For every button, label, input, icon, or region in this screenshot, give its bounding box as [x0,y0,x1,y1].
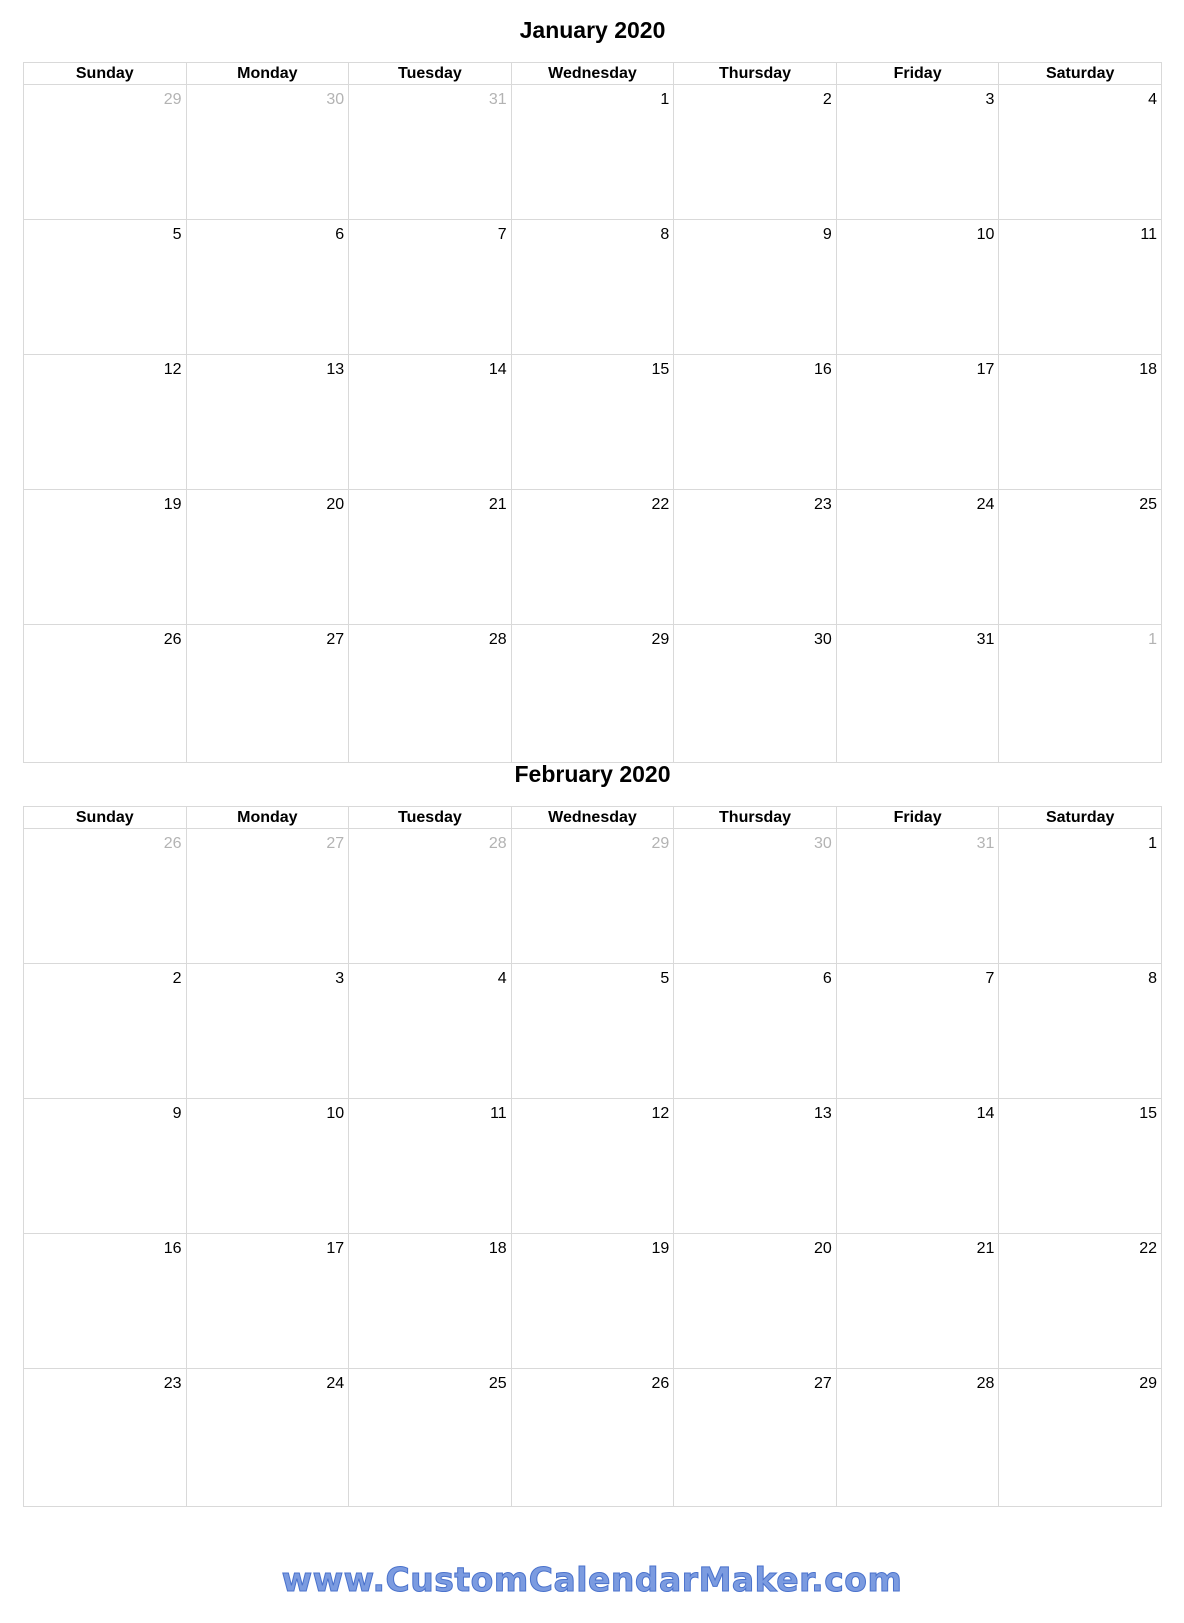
day-number: 27 [326,631,345,648]
day-number: 3 [335,970,345,987]
day-cell[interactable] [186,85,349,220]
day-number: 22 [651,496,670,513]
day-cell[interactable] [674,1234,837,1369]
week-rows [24,829,1162,1507]
day-number: 9 [172,1105,182,1122]
day-cell[interactable] [511,490,674,625]
day-cell[interactable] [24,490,187,625]
day-cell[interactable] [511,829,674,964]
day-cell[interactable] [999,355,1162,490]
week-row [24,490,1162,625]
day-number: 23 [163,1375,182,1392]
day-cell[interactable] [999,1234,1162,1369]
weekday-monday: Monday [186,63,349,85]
weekday-thursday: Thursday [674,807,837,829]
day-cell[interactable] [511,964,674,1099]
weekday-friday: Friday [836,807,999,829]
other-month-day-number: 29 [163,91,182,108]
day-cell[interactable] [836,220,999,355]
day-cell[interactable] [349,1234,512,1369]
day-cell[interactable] [999,829,1162,964]
day-number: 19 [163,496,182,513]
day-number: 16 [163,1240,182,1257]
day-cell[interactable] [24,1369,187,1507]
day-number: 20 [814,1240,832,1257]
day-number: 10 [976,226,995,243]
day-cell[interactable] [674,625,837,763]
other-month-day-number: 27 [326,835,345,852]
day-cell[interactable] [24,625,187,763]
calendar-grid [23,62,1162,763]
week-rows [24,85,1162,763]
day-number: 30 [814,631,832,648]
day-number: 1 [660,91,670,108]
day-number: 25 [1139,496,1157,513]
day-cell[interactable] [186,1234,349,1369]
weekday-sunday: Sunday [24,807,187,829]
day-number: 26 [163,631,182,648]
day-cell[interactable] [999,220,1162,355]
day-cell[interactable] [836,85,999,220]
calendar-grid [23,806,1162,1507]
day-cell[interactable] [186,1369,349,1507]
other-month-day-number: 31 [488,91,507,108]
day-cell[interactable] [186,490,349,625]
day-number: 17 [976,361,995,378]
day-number: 27 [814,1375,832,1392]
day-number: 23 [814,496,832,513]
day-number: 22 [1139,1240,1157,1257]
week-row [24,625,1162,763]
week-row [24,1099,1162,1234]
day-cell[interactable] [186,355,349,490]
day-cell[interactable] [511,625,674,763]
day-number: 15 [651,361,670,378]
week-row [24,355,1162,490]
day-cell[interactable] [24,1234,187,1369]
day-number: 11 [490,1105,507,1122]
day-cell[interactable] [836,829,999,964]
day-number: 11 [1140,226,1157,243]
weekday-tuesday: Tuesday [349,63,512,85]
day-number: 24 [326,1375,345,1392]
day-cell[interactable] [999,490,1162,625]
other-month-day-number: 28 [488,835,507,852]
day-number: 12 [651,1105,670,1122]
day-number: 7 [985,970,995,987]
day-cell[interactable] [349,1099,512,1234]
month-title: January 2020 [519,17,666,43]
day-number: 2 [822,91,832,108]
other-month-day-number: 1 [1148,631,1157,648]
day-cell[interactable] [999,85,1162,220]
day-cell[interactable] [999,1369,1162,1507]
day-cell[interactable] [24,85,187,220]
day-cell[interactable] [836,1234,999,1369]
day-number: 1 [1148,835,1157,852]
week-row [24,220,1162,355]
day-number: 2 [172,970,182,987]
weekday-header-row [24,63,1162,85]
day-number: 28 [488,631,507,648]
logo-text: www.CustomCalendarMaker.com [281,1560,903,1599]
day-cell[interactable] [511,85,674,220]
day-cell[interactable] [349,85,512,220]
day-cell[interactable] [999,625,1162,763]
day-cell[interactable] [511,1099,674,1234]
day-cell[interactable] [349,625,512,763]
day-cell[interactable] [674,490,837,625]
day-cell[interactable] [349,490,512,625]
day-cell[interactable] [186,1099,349,1234]
day-number: 14 [976,1105,995,1122]
day-number: 21 [488,496,507,513]
day-cell[interactable] [674,1099,837,1234]
day-cell[interactable] [836,1099,999,1234]
day-cell[interactable] [24,829,187,964]
day-number: 14 [488,361,507,378]
weekday-friday: Friday [836,63,999,85]
day-number: 13 [326,361,345,378]
day-cell[interactable] [511,1369,674,1507]
day-number: 21 [976,1240,995,1257]
other-month-day-number: 30 [326,91,345,108]
week-row [24,829,1162,964]
day-number: 8 [660,226,670,243]
day-cell[interactable] [24,355,187,490]
day-cell[interactable] [836,1369,999,1507]
weekday-saturday: Saturday [999,63,1162,85]
day-cell[interactable] [349,964,512,1099]
day-number: 6 [335,226,345,243]
weekday-saturday: Saturday [999,807,1162,829]
day-number: 15 [1139,1105,1157,1122]
day-cell[interactable] [186,829,349,964]
other-month-day-number: 30 [814,835,832,852]
day-cell[interactable] [674,1369,837,1507]
day-cell[interactable] [999,964,1162,1099]
day-number: 13 [814,1105,832,1122]
day-cell[interactable] [674,85,837,220]
day-cell[interactable] [674,964,837,1099]
day-number: 9 [822,226,832,243]
weekday-sunday: Sunday [24,63,187,85]
week-row [24,1369,1162,1507]
day-cell[interactable] [24,220,187,355]
other-month-day-number: 29 [651,835,670,852]
day-cell[interactable] [349,220,512,355]
day-number: 6 [822,970,832,987]
day-number: 4 [1148,91,1157,108]
day-number: 4 [497,970,507,987]
day-number: 20 [326,496,345,513]
day-number: 25 [488,1375,507,1392]
day-number: 16 [814,361,832,378]
week-row [24,964,1162,1099]
day-number: 5 [172,226,182,243]
day-number: 17 [326,1240,345,1257]
month-title: February 2020 [514,761,671,787]
other-month-day-number: 31 [976,835,995,852]
day-number: 24 [976,496,995,513]
day-cell[interactable] [836,490,999,625]
day-cell[interactable] [186,964,349,1099]
day-cell[interactable] [836,625,999,763]
day-cell[interactable] [511,355,674,490]
day-cell[interactable] [24,964,187,1099]
weekday-wednesday: Wednesday [511,807,674,829]
day-cell[interactable] [674,355,837,490]
week-row [24,1234,1162,1369]
weekday-wednesday: Wednesday [511,63,674,85]
weekday-monday: Monday [186,807,349,829]
other-month-day-number: 26 [163,835,182,852]
day-number: 29 [651,631,670,648]
day-cell[interactable] [999,1099,1162,1234]
day-number: 31 [976,631,995,648]
day-number: 12 [163,361,182,378]
day-number: 5 [660,970,670,987]
day-number: 8 [1148,970,1157,987]
day-cell[interactable] [24,1099,187,1234]
day-number: 19 [651,1240,670,1257]
day-cell[interactable] [186,220,349,355]
day-cell[interactable] [511,1234,674,1369]
day-number: 7 [497,226,507,243]
day-cell[interactable] [349,829,512,964]
day-number: 18 [1139,361,1157,378]
day-cell[interactable] [836,964,999,1099]
day-number: 29 [1139,1375,1157,1392]
weekday-thursday: Thursday [674,63,837,85]
weekday-tuesday: Tuesday [349,807,512,829]
day-number: 18 [488,1240,507,1257]
weekday-header-row [24,807,1162,829]
day-cell[interactable] [836,355,999,490]
day-cell[interactable] [349,1369,512,1507]
day-number: 28 [976,1375,995,1392]
day-cell[interactable] [674,829,837,964]
day-number: 3 [985,91,995,108]
day-number: 26 [651,1375,670,1392]
day-cell[interactable] [674,220,837,355]
day-cell[interactable] [511,220,674,355]
week-row [24,85,1162,220]
day-number: 10 [326,1105,345,1122]
day-cell[interactable] [186,625,349,763]
footer-logo[interactable] [0,1560,1184,1599]
day-cell[interactable] [349,355,512,490]
